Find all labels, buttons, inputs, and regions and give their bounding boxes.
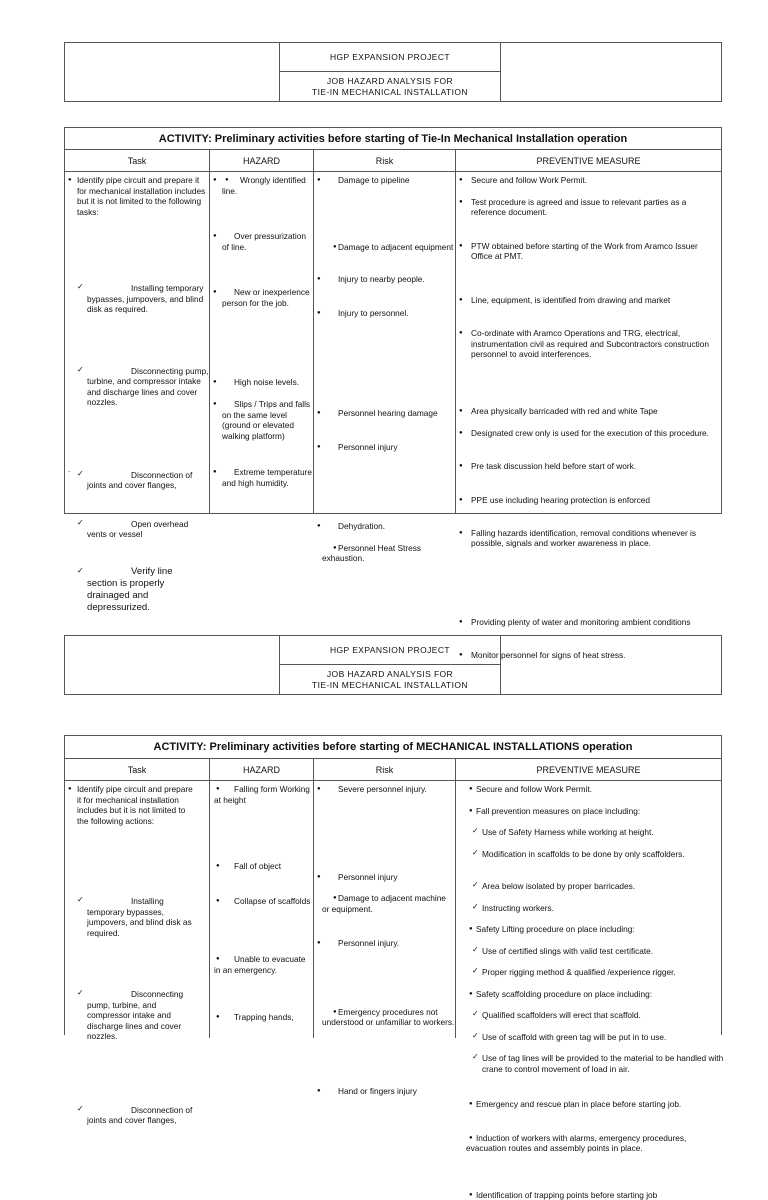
hazard-item: Collapse of scaffolds [210,896,313,907]
col-head-task: Task [65,759,209,781]
hazard-item: Fall of object [210,861,313,872]
measure-subitem: ✓ Use of tag lines will be provided to the material to be handled with crane to control movement of load in air. [468,1053,729,1074]
hazard-table-2 [64,735,722,1035]
risk-item: ● Injury to nearby people. [314,274,455,285]
measure-cell [456,172,721,514]
task-cell [65,781,209,1038]
risk-item: ● Personnel injury [314,442,455,453]
hazard-item: Unable to evacuate in an emergency. [210,954,313,975]
measure-item: ● Designated crew only is used for the execution of this procedure. [456,428,717,439]
task-item: ✓ Disconnection of joints and cover flanges, [65,470,209,491]
hazard-table-1 [64,127,722,514]
task-column [65,759,210,1038]
measure-item: ● Area physically barricaded with red and white Tape [456,406,717,417]
hazard-item: Trapping hands, [210,1012,313,1023]
hazard-item: Over pressurization of line. [210,231,313,252]
measure-item: ● Emergency and rescue plan in place before starting job. [456,1099,717,1110]
hazard-column [210,150,314,514]
col-head-hazard: HAZARD [210,150,313,172]
risk-item: ● Dehydration. [314,521,455,532]
risk-item: ● Personnel Heat Stress exhaustion. [314,543,455,564]
task-item: ✓ Disconnection of joints and cover flanges, [65,1105,209,1126]
risk-item: ● Damage to adjacent equipment [314,242,455,253]
task-intro: ● Identify pipe circuit and prepare it for mechanical installation includes but it is not limited to the following actions: [65,784,209,826]
hazard-item: High noise levels. [210,377,313,388]
risk-item: ● Hand or fingers injury [314,1086,455,1097]
risk-column [314,150,456,514]
measure-item: ● Secure and follow Work Permit. [456,175,717,186]
task-intro: ● Identify pipe circuit and prepare it for mechanical installation includes but it is not limited to the following tasks: [65,175,209,217]
task-column [65,150,210,514]
jha-line1: JOB HAZARD ANALYSIS FOR [327,76,453,87]
measure-item: ● Safety Lifting procedure on place including: [456,924,717,935]
hazard-item: Extreme temperature and high humidity. [210,467,313,488]
measure-subitem: ✓ Modification in scaffolds to be done by only scaffolders. [468,849,729,860]
task-item: ✓ Disconnecting pump, turbine, and compressor intake and discharge lines and cover nozzles. [65,366,209,408]
jha-title [280,72,500,101]
risk-item: ● Injury to personnel. [314,308,455,319]
measure-item: ● PPE use including hearing protection is enforced [456,495,717,506]
col-head-hazard: HAZARD [210,759,313,781]
measure-subitem: ✓ Instructing workers. [468,903,729,914]
measure-column [456,150,721,514]
measure-subitem: ✓ Qualified scaffolders will erect that scaffold. [468,1010,729,1021]
hazard-item: New or inexperience person for the job. [210,287,313,308]
risk-item: ● Personnel injury [314,872,455,883]
task-dot: . [68,464,209,475]
measure-item: ● Pre task discussion held before start of work. [456,461,717,472]
header-right-cell [501,43,721,101]
header-mid-cell [280,636,501,694]
col-head-measure: PREVENTIVE MEASURE [456,150,721,172]
measure-subitem: ✓ Use of certified slings with valid test certificate. [468,946,729,957]
header-mid-cell [280,43,501,101]
risk-item: ● Severe personnel injury. [314,784,455,795]
risk-item: ● Damage to adjacent machine or equipment. [314,893,455,914]
measure-cell [456,781,721,1038]
measure-item: ● Line, equipment, is identified from drawing and market [456,295,717,306]
measure-item: ● Induction of workers with alarms, emergency procedures, evacuation routes and assembly points in place. [456,1133,717,1154]
project-title: HGP EXPANSION PROJECT [280,636,500,665]
task-item: ✓ Installing temporary bypasses, jumpovers, and blind disk as required. [65,283,209,315]
measure-item: ● PTW obtained before starting of the Work from Aramco Issuer Office at PMT. [456,241,717,262]
measure-item: ● Test procedure is agreed and issue to relevant parties as a reference document. [456,197,717,218]
measure-column [456,759,721,1038]
risk-item: ● Personnel injury. [314,938,455,949]
task-item: ✓ Open overhead vents or vessel [65,519,209,540]
measure-subitem: ✓ Use of Safety Harness while working at height. [468,827,729,838]
col-head-risk: Risk [314,759,455,781]
measure-item: ● Safety scaffolding procedure on place including: [456,989,717,1000]
project-title: HGP EXPANSION PROJECT [280,43,500,72]
col-head-risk: Risk [314,150,455,172]
header-left-cell [65,43,280,101]
hazard-cell: ● Wrongly identified line. Over pressurization of line. New or inexperience person for the job. High noise levels. Slips / Trips and falls on the same level (ground or elevated walking platform) Extreme temperature and high humidity. ● ● ● ● ● ● [210,172,313,514]
measure-item: ● Providing plenty of water and monitoring ambient conditions [456,617,717,628]
jha-line2: TIE-IN MECHANICAL INSTALLATION [312,87,468,98]
risk-item: ● Emergency procedures not understood or unfamiliar to workers. [314,1007,455,1028]
header-block-1 [64,42,722,102]
measure-item: ● Secure and follow Work Permit. [456,784,717,795]
task-item: ✓ Disconnecting pump, turbine, and compressor intake and discharge lines and cover nozzles. [65,989,209,1042]
task-item: ✓ Installing temporary bypasses, jumpovers, and blind disk as required. [65,896,209,938]
jha-line1: JOB HAZARD ANALYSIS FOR [327,669,453,680]
task-item: ✓ Verify line section is properly drainaged and depressurized. [65,566,209,614]
measure-item: ● Fall prevention measures on place including: [456,806,717,817]
measure-subitem: ✓ Proper rigging method & qualified /experience rigger. [468,967,729,978]
measure-item: ● Monitor personnel for signs of heat stress. [456,650,717,661]
measure-subitem: ✓ Use of scaffold with green tag will be put in to use. [468,1032,729,1043]
risk-item: ● Damage to pipeline [314,175,455,186]
risk-column [314,759,456,1038]
measure-subitem: ✓ Area below isolated by proper barricades. [468,881,729,892]
measure-item: ● Falling hazards identification, removal conditions whenever is possible, signals and worker awareness in place. [456,528,717,549]
measure-item: ● Identification of trapping points before starting job [456,1190,717,1200]
risk-cell [314,172,455,514]
measure-item: ● Co-ordinate with Aramco Operations and TRG, electrical, instrumentation civil as required and Subcontractors construction personnel to avoid interferences. [456,328,717,360]
jha-line2: TIE-IN MECHANICAL INSTALLATION [312,680,468,691]
risk-cell [314,781,455,1038]
hazard-cell: Falling form Working at height Fall of object Collapse of scaffolds Unable to evacuate in an emergency. Trapping hands, ● ● ● ● ● [210,781,313,1038]
header-right-cell [501,636,721,694]
hazard-item: ● Wrongly identified line. [210,175,313,196]
col-head-measure: PREVENTIVE MEASURE [456,759,721,781]
activity-title: ACTIVITY: Preliminary activities before starting of Tie-In Mechanical Installation operation [65,128,721,150]
header-left-cell [65,636,280,694]
activity-title: ACTIVITY: Preliminary activities before starting of MECHANICAL INSTALLATIONS operation [65,736,721,759]
hazard-item: Slips / Trips and falls on the same level (ground or elevated walking platform) [210,399,313,441]
hazard-column [210,759,314,1038]
task-cell [65,172,209,514]
col-head-task: Task [65,150,209,172]
header-block-2 [64,635,722,695]
hazard-item: Falling form Working at height [210,784,313,805]
risk-item: ● Personnel hearing damage [314,408,455,419]
jha-title [280,665,500,694]
